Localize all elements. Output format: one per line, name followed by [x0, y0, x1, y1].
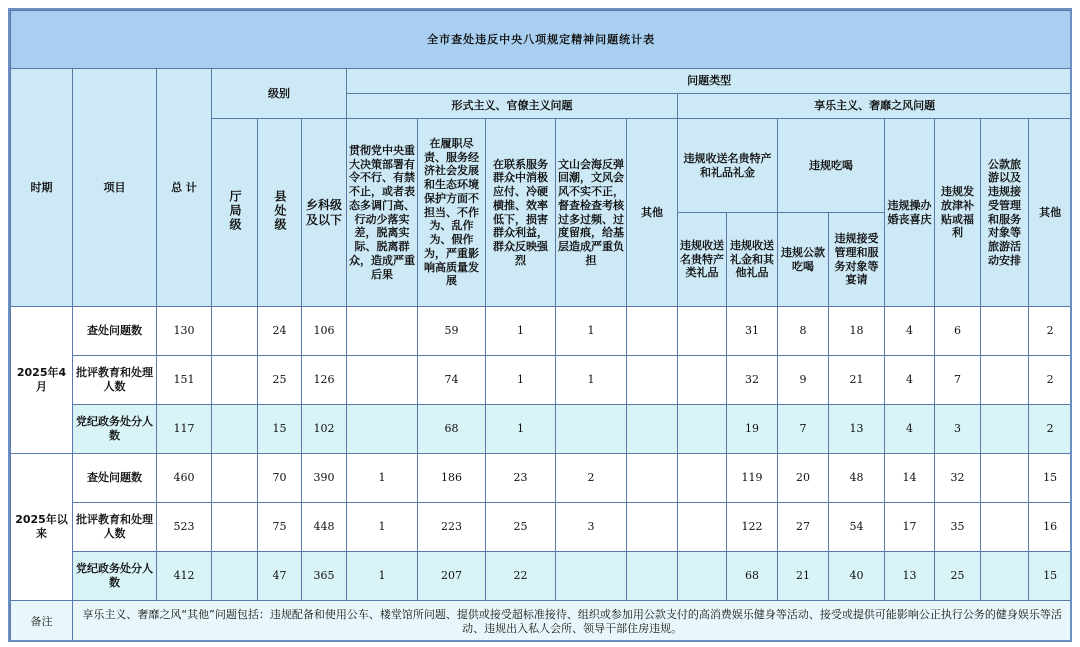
header-gift-group: 违规收送名贵特产和礼品礼金 — [678, 119, 778, 213]
cell: 15 — [1029, 552, 1072, 601]
cell: 186 — [418, 454, 486, 503]
header-formalism-other: 其他 — [627, 119, 678, 307]
cell-total: 412 — [157, 552, 212, 601]
cell: 13 — [829, 405, 885, 454]
cell: 7 — [778, 405, 829, 454]
header-level: 级别 — [212, 69, 347, 119]
cell-total: 151 — [157, 356, 212, 405]
table-row — [11, 552, 1072, 601]
header-dining-banquet: 违规接受管理和服务对象等宴请 — [829, 213, 885, 307]
header-level-township: 乡科级及以下 — [302, 119, 347, 307]
cell — [347, 356, 418, 405]
cell: 223 — [418, 503, 486, 552]
cell: 32 — [935, 454, 981, 503]
period-label: 2025年4月 — [11, 307, 73, 454]
cell: 40 — [829, 552, 885, 601]
header-dining-group: 违规吃喝 — [778, 119, 885, 213]
table-row — [11, 307, 1072, 356]
cell: 14 — [885, 454, 935, 503]
header-formalism-col-4: 文山会海反弹回潮，文风会风不实不正，督查检查考核过多过频、过度留痕，给基层造成严重负担 — [556, 119, 627, 307]
cell: 2 — [1029, 307, 1072, 356]
cell — [627, 307, 678, 356]
statistics-table — [10, 10, 1072, 642]
cell: 102 — [302, 405, 347, 454]
cell: 21 — [778, 552, 829, 601]
cell — [212, 552, 258, 601]
cell: 24 — [258, 307, 302, 356]
cell: 74 — [418, 356, 486, 405]
table-row — [11, 405, 1072, 454]
cell — [678, 454, 727, 503]
row-item-label: 党纪政务处分人数 — [73, 552, 157, 601]
cell — [981, 307, 1029, 356]
cell: 9 — [778, 356, 829, 405]
header-wedding-funeral: 违规操办婚丧喜庆 — [885, 119, 935, 307]
cell: 3 — [935, 405, 981, 454]
cell — [627, 356, 678, 405]
cell — [556, 552, 627, 601]
cell: 1 — [347, 552, 418, 601]
cell: 59 — [418, 307, 486, 356]
cell — [212, 405, 258, 454]
cell — [212, 454, 258, 503]
cell: 390 — [302, 454, 347, 503]
cell — [981, 552, 1029, 601]
cell: 119 — [727, 454, 778, 503]
header-total: 总 计 — [157, 69, 212, 307]
period-label: 2025年以来 — [11, 454, 73, 601]
table-row — [11, 454, 1072, 503]
cell: 54 — [829, 503, 885, 552]
table-title: 全市查处违反中央八项规定精神问题统计表 — [11, 11, 1072, 69]
cell — [981, 405, 1029, 454]
cell: 35 — [935, 503, 981, 552]
cell: 1 — [486, 307, 556, 356]
cell: 2 — [1029, 356, 1072, 405]
cell: 1 — [486, 405, 556, 454]
header-hedonism-group: 享乐主义、奢靡之风问题 — [678, 94, 1072, 119]
cell — [981, 356, 1029, 405]
cell — [347, 307, 418, 356]
notes-label: 备注 — [11, 601, 73, 643]
cell: 20 — [778, 454, 829, 503]
notes-text: 享乐主义、奢靡之风“其他”问题包括：违规配备和使用公车、楼堂馆所问题、提供或接受超标准接待、组织或参加用公款支付的高消费娱乐健身等活动、接受或提供可能影响公正执行公务的健身娱乐等活动、违规出入私人会所、领导干部住房违规。 — [73, 601, 1072, 643]
cell: 207 — [418, 552, 486, 601]
cell: 4 — [885, 307, 935, 356]
cell-total: 523 — [157, 503, 212, 552]
header-gift-money: 违规收送礼金和其他礼品 — [727, 213, 778, 307]
table-row — [11, 356, 1072, 405]
header-period: 时期 — [11, 69, 73, 307]
cell — [212, 307, 258, 356]
row-item-label: 查处问题数 — [73, 454, 157, 503]
cell: 3 — [556, 503, 627, 552]
cell: 25 — [935, 552, 981, 601]
row-item-label: 查处问题数 — [73, 307, 157, 356]
header-hedonism-other: 其他 — [1029, 119, 1072, 307]
header-problem-type: 问题类型 — [347, 69, 1072, 94]
cell: 17 — [885, 503, 935, 552]
row-item-label: 批评教育和处理人数 — [73, 356, 157, 405]
cell: 70 — [258, 454, 302, 503]
header-formalism-col-1: 贯彻党中央重大决策部署有令不行、有禁不止，或者表态多调门高、行动少落实差，脱离实际、脱离群众，造成严重后果 — [347, 119, 418, 307]
cell: 68 — [727, 552, 778, 601]
cell: 25 — [258, 356, 302, 405]
cell — [678, 405, 727, 454]
header-dining-public: 违规公款吃喝 — [778, 213, 829, 307]
cell: 15 — [258, 405, 302, 454]
cell: 1 — [347, 503, 418, 552]
header-level-dept: 厅局级 — [212, 119, 258, 307]
cell — [347, 405, 418, 454]
cell: 16 — [1029, 503, 1072, 552]
table-row — [11, 503, 1072, 552]
cell-total: 117 — [157, 405, 212, 454]
cell: 15 — [1029, 454, 1072, 503]
cell: 48 — [829, 454, 885, 503]
cell: 18 — [829, 307, 885, 356]
statistics-sheet — [8, 8, 1072, 642]
cell — [556, 405, 627, 454]
row-item-label: 批评教育和处理人数 — [73, 503, 157, 552]
cell: 19 — [727, 405, 778, 454]
cell — [678, 503, 727, 552]
cell — [678, 307, 727, 356]
cell: 122 — [727, 503, 778, 552]
cell — [212, 356, 258, 405]
cell: 2 — [1029, 405, 1072, 454]
header-formalism-col-3: 在联系服务群众中消极应付、冷硬横推、效率低下，损害群众利益，群众反映强烈 — [486, 119, 556, 307]
cell — [981, 454, 1029, 503]
cell — [981, 503, 1029, 552]
cell-total: 460 — [157, 454, 212, 503]
header-formalism-col-2: 在履职尽责、服务经济社会发展和生态环境保护方面不担当、不作为、乱作为、假作为，严重影响高质量发展 — [418, 119, 486, 307]
cell: 31 — [727, 307, 778, 356]
cell — [627, 405, 678, 454]
header-level-county: 县处级 — [258, 119, 302, 307]
cell — [627, 503, 678, 552]
cell — [212, 503, 258, 552]
cell — [627, 454, 678, 503]
header-formalism-group: 形式主义、官僚主义问题 — [347, 94, 678, 119]
cell: 75 — [258, 503, 302, 552]
header-allowance: 违规发放津补贴或福利 — [935, 119, 981, 307]
cell: 25 — [486, 503, 556, 552]
cell: 4 — [885, 356, 935, 405]
cell: 68 — [418, 405, 486, 454]
cell: 126 — [302, 356, 347, 405]
cell: 1 — [556, 356, 627, 405]
header-gift-specialty: 违规收送名贵特产类礼品 — [678, 213, 727, 307]
cell — [678, 356, 727, 405]
cell: 1 — [556, 307, 627, 356]
cell: 2 — [556, 454, 627, 503]
cell-total: 130 — [157, 307, 212, 356]
header-travel: 公款旅游以及违规接受管理和服务对象等旅游活动安排 — [981, 119, 1029, 307]
cell: 32 — [727, 356, 778, 405]
cell: 448 — [302, 503, 347, 552]
cell: 13 — [885, 552, 935, 601]
cell: 7 — [935, 356, 981, 405]
cell: 47 — [258, 552, 302, 601]
cell: 23 — [486, 454, 556, 503]
cell — [627, 552, 678, 601]
cell: 365 — [302, 552, 347, 601]
cell: 8 — [778, 307, 829, 356]
cell: 27 — [778, 503, 829, 552]
header-item: 项目 — [73, 69, 157, 307]
cell: 6 — [935, 307, 981, 356]
row-item-label: 党纪政务处分人数 — [73, 405, 157, 454]
cell — [678, 552, 727, 601]
cell: 1 — [486, 356, 556, 405]
cell: 106 — [302, 307, 347, 356]
cell: 4 — [885, 405, 935, 454]
cell: 21 — [829, 356, 885, 405]
cell: 22 — [486, 552, 556, 601]
cell: 1 — [347, 454, 418, 503]
